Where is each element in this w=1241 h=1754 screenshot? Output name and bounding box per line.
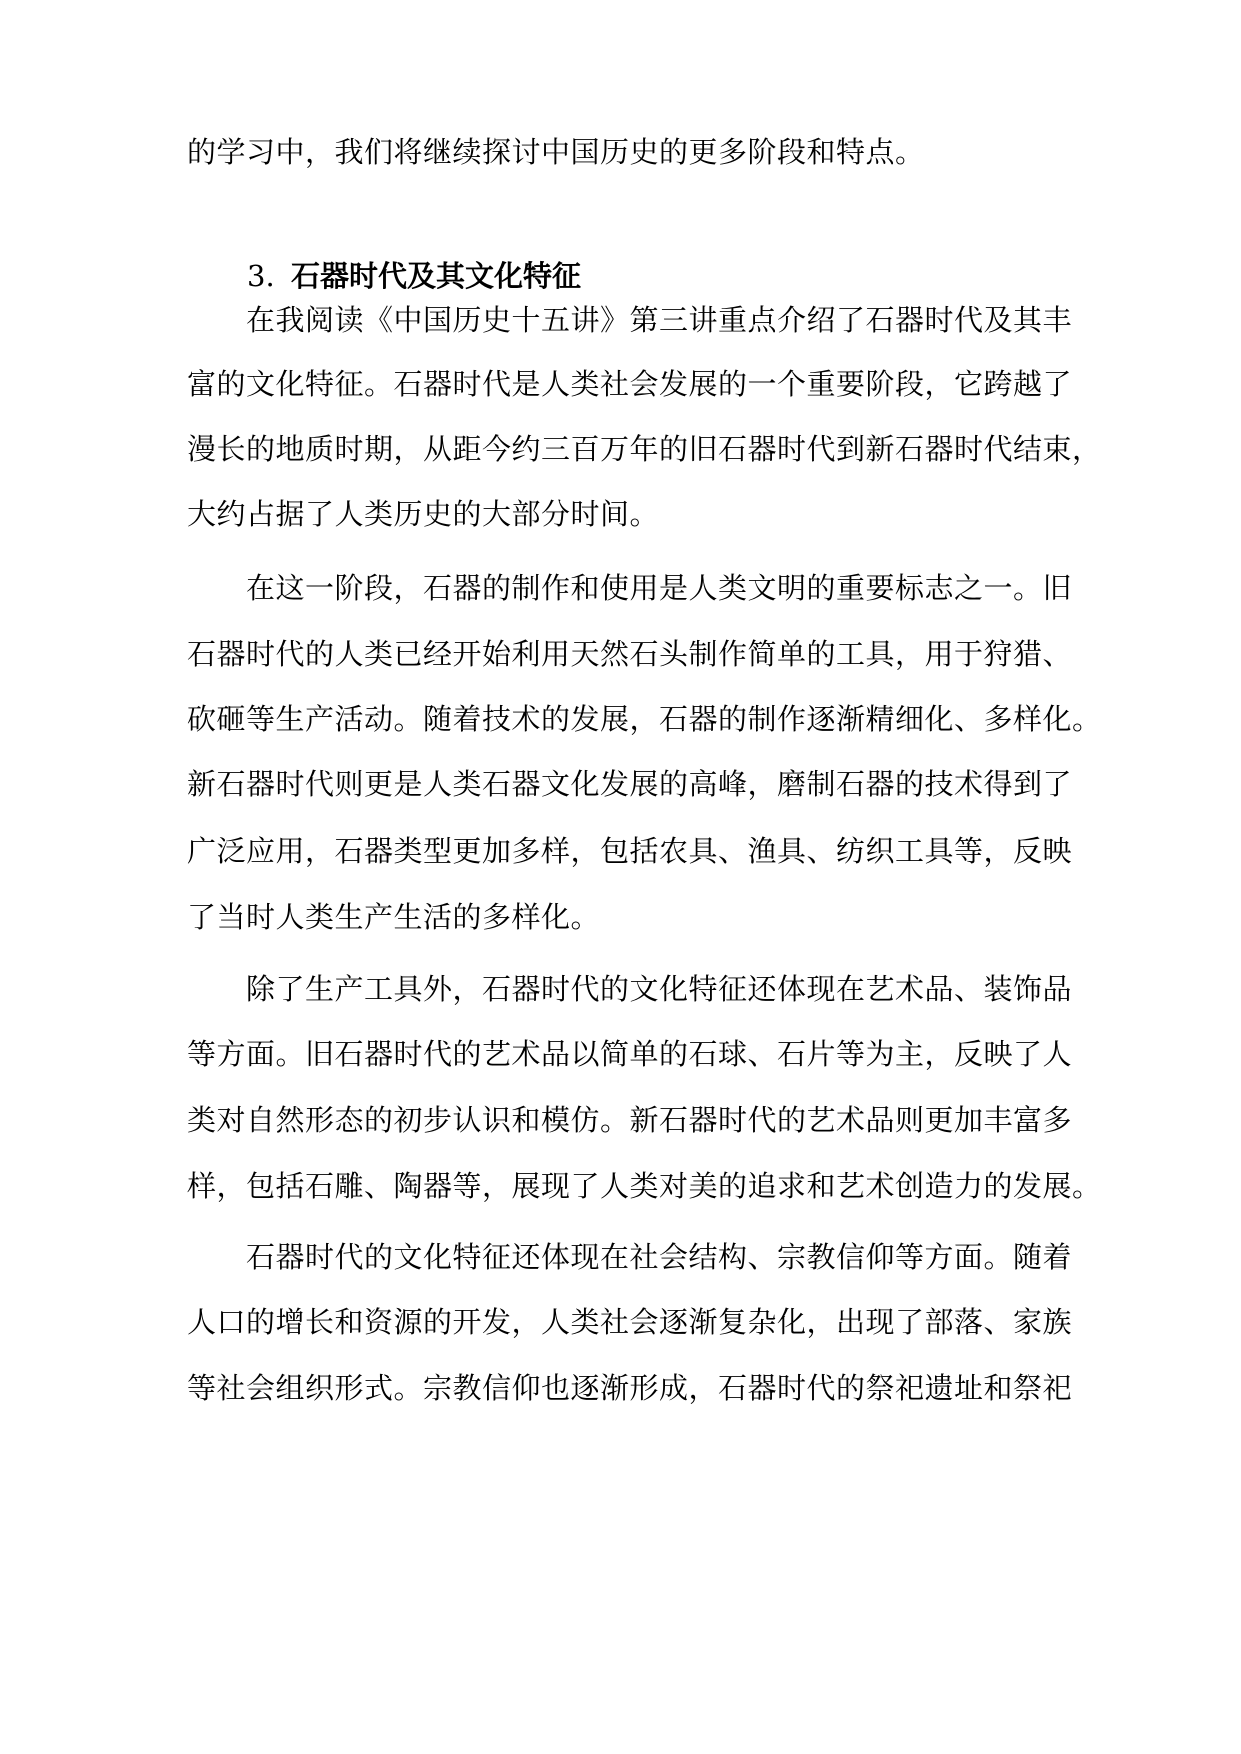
section-title: 石器时代及其文化特征 [291,259,582,293]
paragraph-4-line-3: 等社会组织形式。宗教信仰也逐渐形成，石器时代的祭祀遗址和祭祀 [187,1371,1073,1405]
paragraph-1-line-3: 漫长的地质时期，从距今约三百万年的旧石器时代到新石器时代结束， [187,432,1102,466]
paragraph-3-line-3: 类对自然形态的初步认识和模仿。新石器时代的艺术品则更加丰富多 [187,1103,1073,1137]
section-heading [247,252,581,300]
section-number: 3. [247,259,275,293]
paragraph-2-line-3: 砍砸等生产活动。随着技术的发展，石器的制作逐渐精细化、多样化。 [187,702,1102,736]
intro-tail-line: 的学习中，我们将继续探讨中国历史的更多阶段和特点。 [187,135,925,169]
paragraph-4-line-1: 石器时代的文化特征还体现在社会结构、宗教信仰等方面。随着 [246,1240,1073,1274]
paragraph-2-line-1: 在这一阶段，石器的制作和使用是人类文明的重要标志之一。旧 [246,571,1073,605]
paragraph-2-line-2: 石器时代的人类已经开始利用天然石头制作简单的工具，用于狩猎、 [187,637,1073,671]
paragraph-2-line-4: 新石器时代则更是人类石器文化发展的高峰，磨制石器的技术得到了 [187,767,1073,801]
paragraph-2-line-5: 广泛应用，石器类型更加多样，包括农具、渔具、纺织工具等，反映 [187,834,1073,868]
paragraph-3-line-2: 等方面。旧石器时代的艺术品以简单的石球、石片等为主，反映了人 [187,1037,1073,1071]
paragraph-1-line-2: 富的文化特征。石器时代是人类社会发展的一个重要阶段，它跨越了 [187,367,1073,401]
paragraph-4-line-2: 人口的增长和资源的开发，人类社会逐渐复杂化，出现了部落、家族 [187,1305,1073,1339]
paragraph-3-line-4: 样，包括石雕、陶器等，展现了人类对美的追求和艺术创造力的发展。 [187,1169,1102,1203]
paragraph-1-line-4: 大约占据了人类历史的大部分时间。 [187,497,660,531]
paragraph-1-line-1: 在我阅读《中国历史十五讲》第三讲重点介绍了石器时代及其丰 [246,303,1073,337]
paragraph-3-line-1: 除了生产工具外，石器时代的文化特征还体现在艺术品、装饰品 [246,972,1073,1006]
paragraph-2-line-6: 了当时人类生产生活的多样化。 [187,900,601,934]
